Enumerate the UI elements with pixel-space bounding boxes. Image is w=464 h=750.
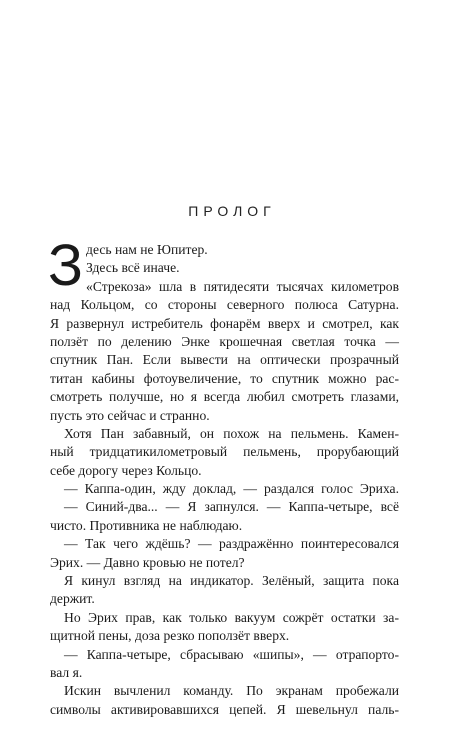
text-line: — Каппа-один, жду доклад, — раздался голос Эриха. — [64, 481, 399, 497]
text-line: титан кабины фотоувеличение, то спутник можно рас- — [50, 370, 399, 386]
chapter-title: ПРОЛОГ — [188, 203, 276, 219]
text-line: щитной пены, доза резко поползёт вверх. — [50, 628, 290, 644]
text-line: чисто. Противника не наблюдаю. — [50, 517, 243, 533]
text-line: символы активировавшихся цепей. Я шевельнул паль- — [50, 701, 399, 717]
text-line: пусть это сейчас и странно. — [50, 407, 210, 423]
text-line: Эрих. — Давно кровью не потел? — [50, 554, 245, 570]
text-line: Хотя Пан забавный, он похож на пельмень. Камен- — [64, 425, 399, 441]
text-line: десь нам не Юпитер. — [86, 242, 208, 257]
text-line: ный тридцатикилометровый пельмень, прорубающий — [50, 444, 399, 460]
text-line: себе дорогу через Кольцо. — [50, 462, 202, 478]
text-line: Я кинул взгляд на индикатор. Зелёный, защита пока — [64, 573, 399, 589]
text-line: «Стрекоза» шла в пятидесяти тысячах километров — [86, 278, 399, 294]
text-line: спутник Пан. Если вывести на оптически прозрачный — [50, 352, 399, 368]
text-line: Здесь всё иначе. — [86, 260, 180, 276]
text-line: держит. — [50, 591, 95, 607]
text-line: Искин вычленил команду. По экранам пробежали — [64, 683, 399, 699]
text-line: — Синий-два... — Я запнулся. — Каппа-четыре, всё — [64, 499, 399, 515]
text-line: Я развернул истребитель фонарём вверх и смотрел, как — [50, 315, 399, 331]
text-line: — Каппа-четыре, сбрасываю «шипы», — отрапорто- — [64, 646, 399, 662]
text-line: смотреть получше, но я всегда любил смотреть глазами, — [50, 389, 399, 405]
text-line: Но Эрих прав, как только вакуум сожрёт остатки за- — [64, 609, 399, 625]
text-lines — [48, 233, 399, 719]
text-line: вал я. — [50, 664, 83, 680]
text-line: над Кольцом, со стороны северного полюса Сатурна. — [50, 297, 399, 313]
body-text — [48, 233, 399, 719]
text-line: — Так чего ждёшь? — раздражённо поинтересовался — [64, 536, 399, 552]
text-line: ползёт по делению Энке крошечная светлая точка — — [50, 333, 399, 349]
drop-cap: З — [48, 233, 84, 298]
